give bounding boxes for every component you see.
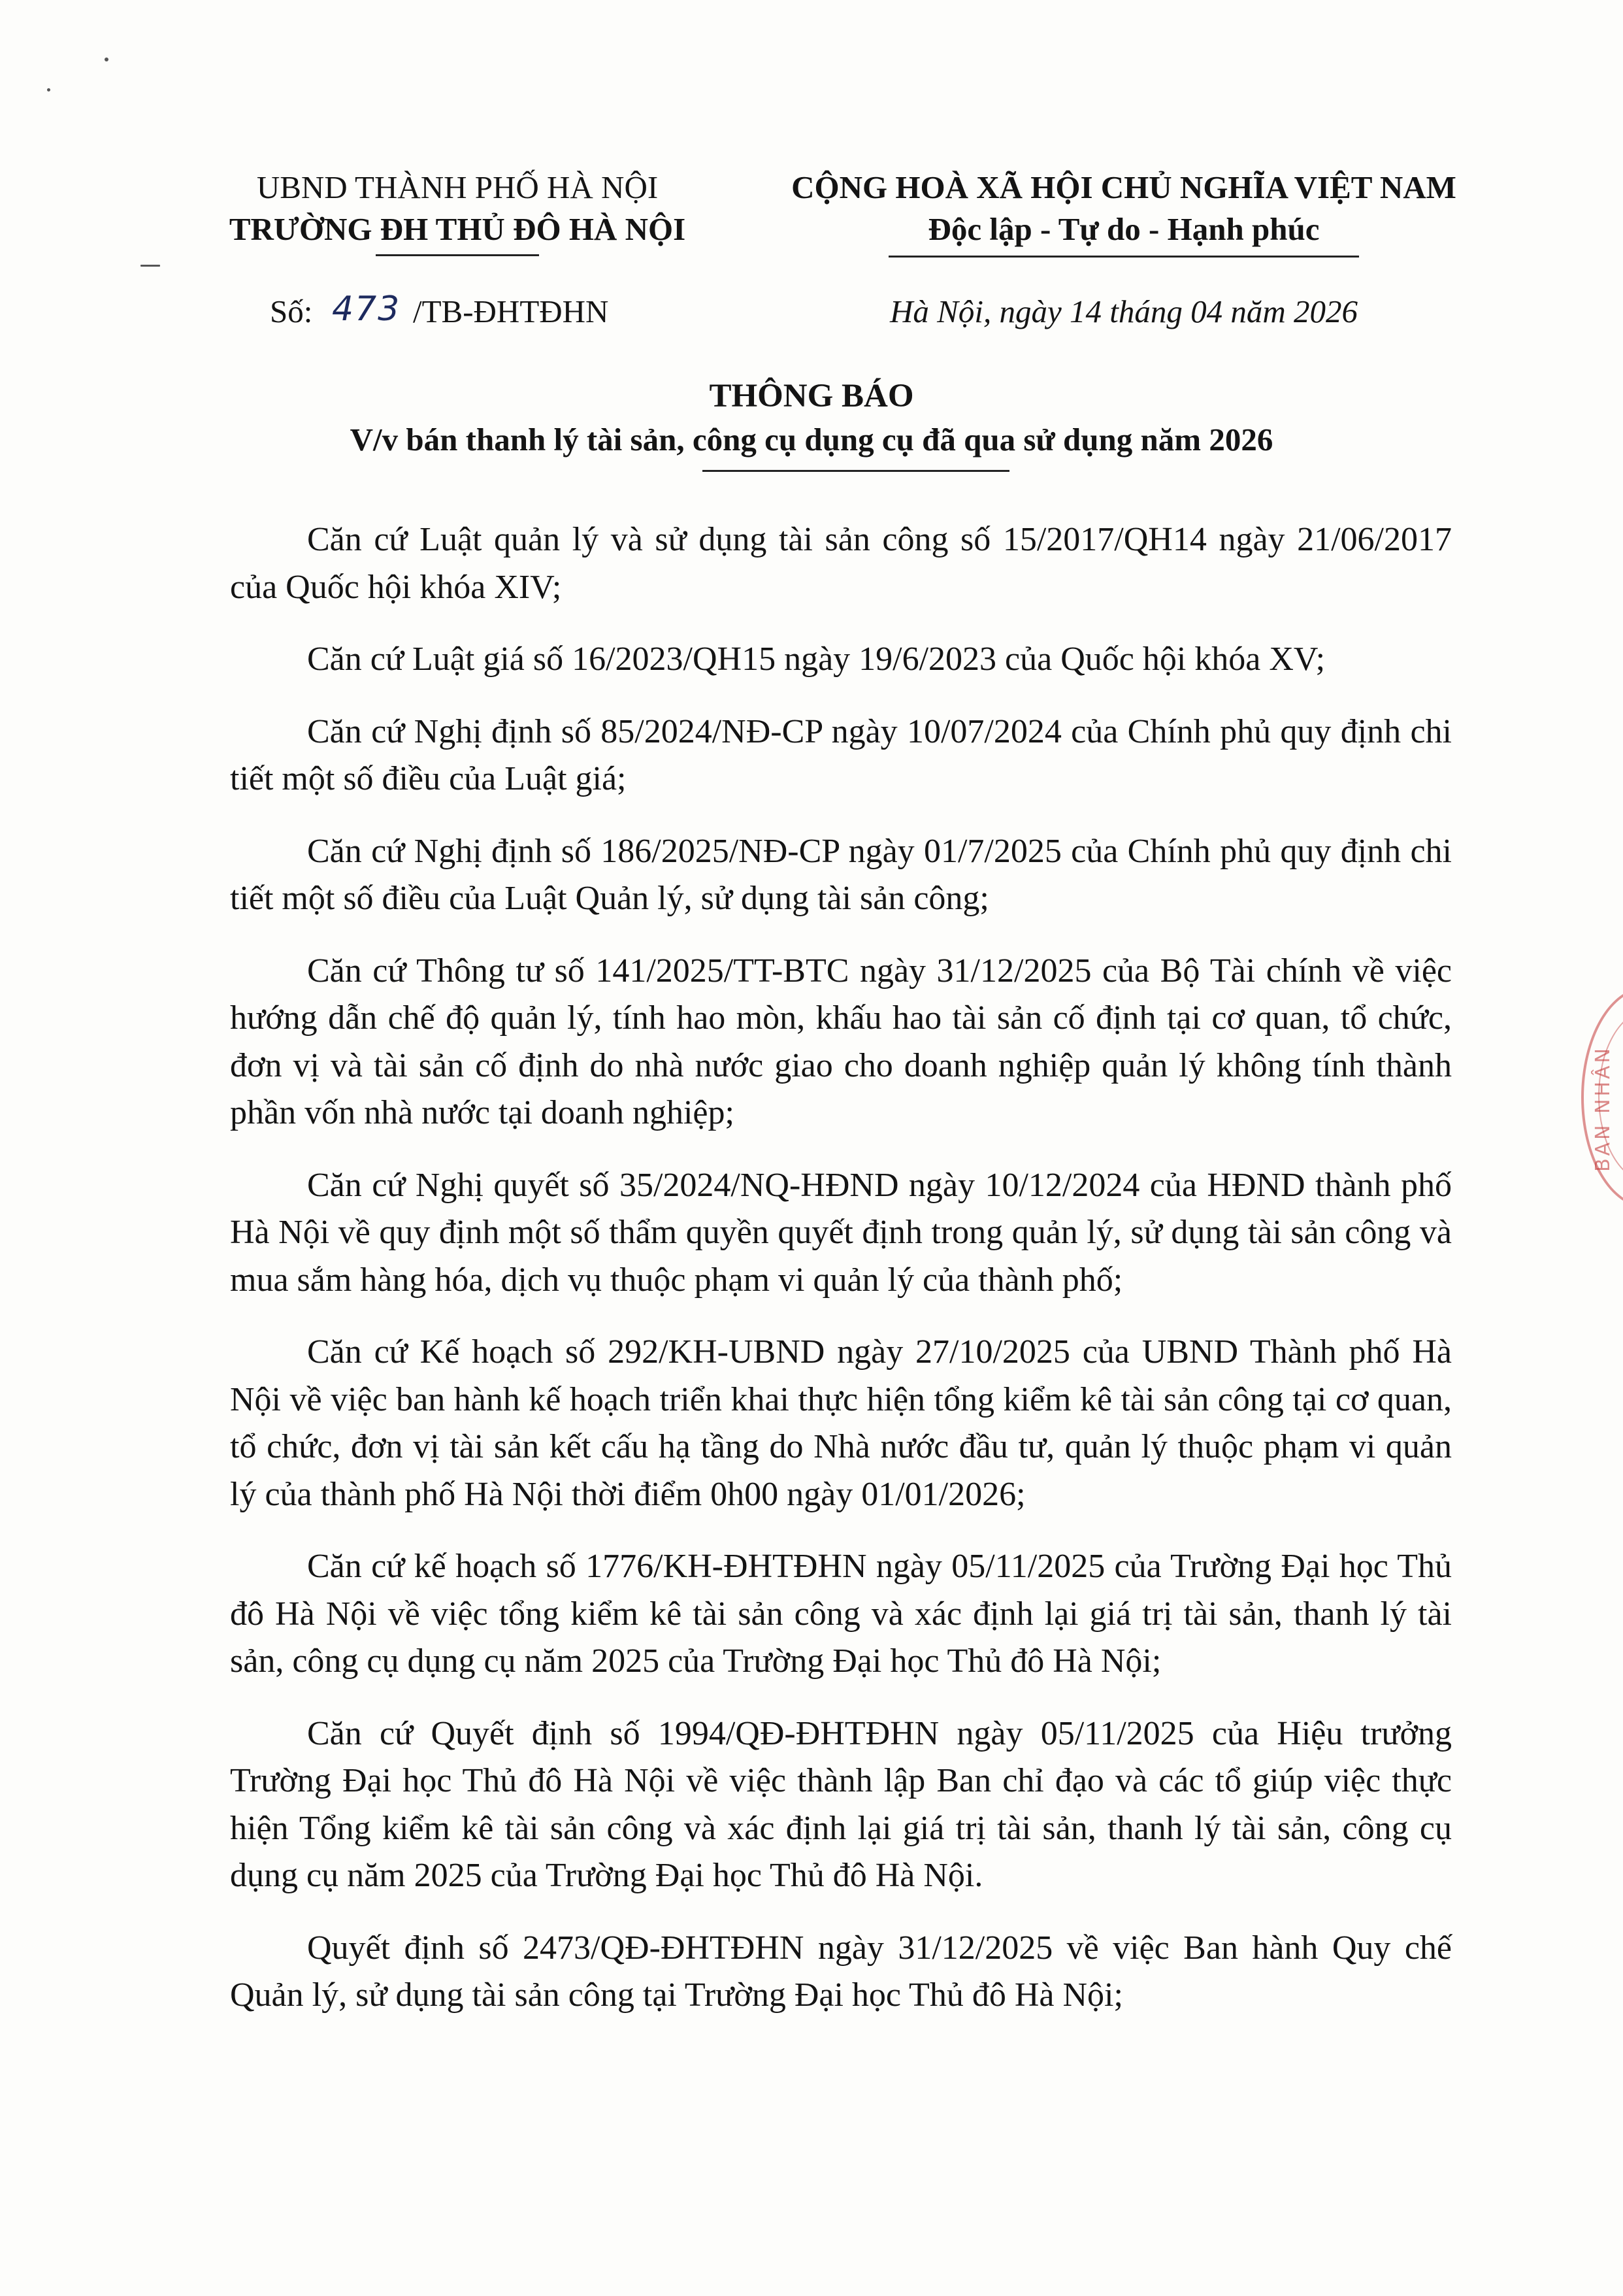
document-subtitle: V/v bán thanh lý tài sản, công cụ dụng cụ đã qua sử dụng năm 2026 (350, 422, 1273, 458)
motto-underline (889, 256, 1359, 258)
national-title: CỘNG HOÀ XÃ HỘI CHỦ NGHĨA VIỆT NAM (791, 169, 1456, 205)
scan-speck (105, 58, 108, 61)
legal-basis-paragraph: Căn cứ kế hoạch số 1776/KH-ĐHTĐHN ngày 05/11/2025 của Trường Đại học Thủ đô Hà Nội về việc tổng kiểm kê tài sản công và xác định lại giá trị tài sản, thanh lý tài sản, công cụ dụng cụ năm 2025 của Trường Đại học Thủ đô Hà Nội; (230, 1548, 1452, 1680)
document-body (230, 516, 1452, 2044)
issuing-agency: TRƯỜNG ĐH THỦ ĐÔ HÀ NỘI (229, 211, 686, 247)
parent-agency: UBND THÀNH PHỐ HÀ NỘI (256, 169, 659, 205)
legal-basis-paragraph: Căn cứ Luật giá số 16/2023/QH15 ngày 19/6/2023 của Quốc hội khóa XV; (307, 641, 1326, 678)
national-motto-block (751, 167, 1496, 258)
legal-basis-paragraph: Căn cứ Nghị quyết số 35/2024/NQ-HĐND ngày 10/12/2024 của HĐND thành phố Hà Nội về quy định một số thẩm quyền quyết định trong quản lý, sử dụng tài sản công và mua sắm hàng hóa, dịch vụ thuộc phạm vi quản lý của thành phố; (230, 1166, 1452, 1299)
legal-basis-paragraph: Căn cứ Luật quản lý và sử dụng tài sản công số 15/2017/QH14 ngày 21/06/2017 của Quốc hội khóa XIV; (230, 521, 1452, 606)
red-stamp-text: BAN NHÂN (1592, 1046, 1615, 1173)
place-date: Hà Nội, ngày 14 tháng 04 năm 2026 (890, 293, 1358, 329)
scan-speck (140, 265, 160, 267)
document-title: THÔNG BÁO (709, 378, 914, 414)
agency-underline (376, 254, 539, 256)
legal-basis-paragraph: Căn cứ Kế hoạch số 292/KH-UBND ngày 27/10/2025 của UBND Thành phố Hà Nội về việc ban hành kế hoạch triển khai thực hiện tổng kiểm kê tài sản công tại cơ quan, tổ chức, đơn vị tài sản kết cấu hạ tầng do Nhà nước đầu tư, quản lý thuộc phạm vi quản lý của thành phố Hà Nội thời điểm 0h00 ngày 01/01/2026; (230, 1333, 1452, 1513)
legal-basis-paragraph: Căn cứ Quyết định số 1994/QĐ-ĐHTĐHN ngày 05/11/2025 của Hiệu trưởng Trường Đại học Thủ đô Hà Nội về việc thành lập Ban chỉ đạo và các tổ giúp việc thực hiện Tổng kiểm kê tài sản công và xác định lại giá trị tài sản, thanh lý tài sản, công cụ dụng cụ năm 2025 của Trường Đại học Thủ đô Hà Nội. (230, 1714, 1452, 1894)
document-number-handwritten: 473 (332, 290, 401, 329)
document-number-label: Số: (270, 293, 313, 329)
document-number-suffix: /TB-ĐHTĐHN (413, 293, 609, 329)
subtitle-underline (702, 470, 1009, 472)
legal-basis-paragraph: Căn cứ Thông tư số 141/2025/TT-BTC ngày 31/12/2025 của Bộ Tài chính về việc hướng dẫn chế độ quản lý, tính hao mòn, khấu hao tài sản cố định tại cơ quan, tổ chức, đơn vị và tài sản cố định do nhà nước giao cho doanh nghiệp quản lý không tính thành phần vốn nhà nước tại doanh nghiệp; (230, 952, 1452, 1131)
legal-basis-paragraph: Căn cứ Nghị định số 186/2025/NĐ-CP ngày 01/7/2025 của Chính phủ quy định chi tiết một số điều của Luật Quản lý, sử dụng tài sản công; (230, 832, 1452, 917)
legal-basis-paragraph: Căn cứ Nghị định số 85/2024/NĐ-CP ngày 10/07/2024 của Chính phủ quy định chi tiết một số điều của Luật giá; (230, 712, 1452, 797)
legal-basis-paragraph: Quyết định số 2473/QĐ-ĐHTĐHN ngày 31/12/2025 về việc Ban hành Quy chế Quản lý, sử dụng tài sản công tại Trường Đại học Thủ đô Hà Nội; (230, 1929, 1452, 2014)
national-motto: Độc lập - Tự do - Hạnh phúc (928, 211, 1320, 247)
issuing-agency-block (196, 167, 719, 256)
scan-speck (47, 88, 50, 92)
